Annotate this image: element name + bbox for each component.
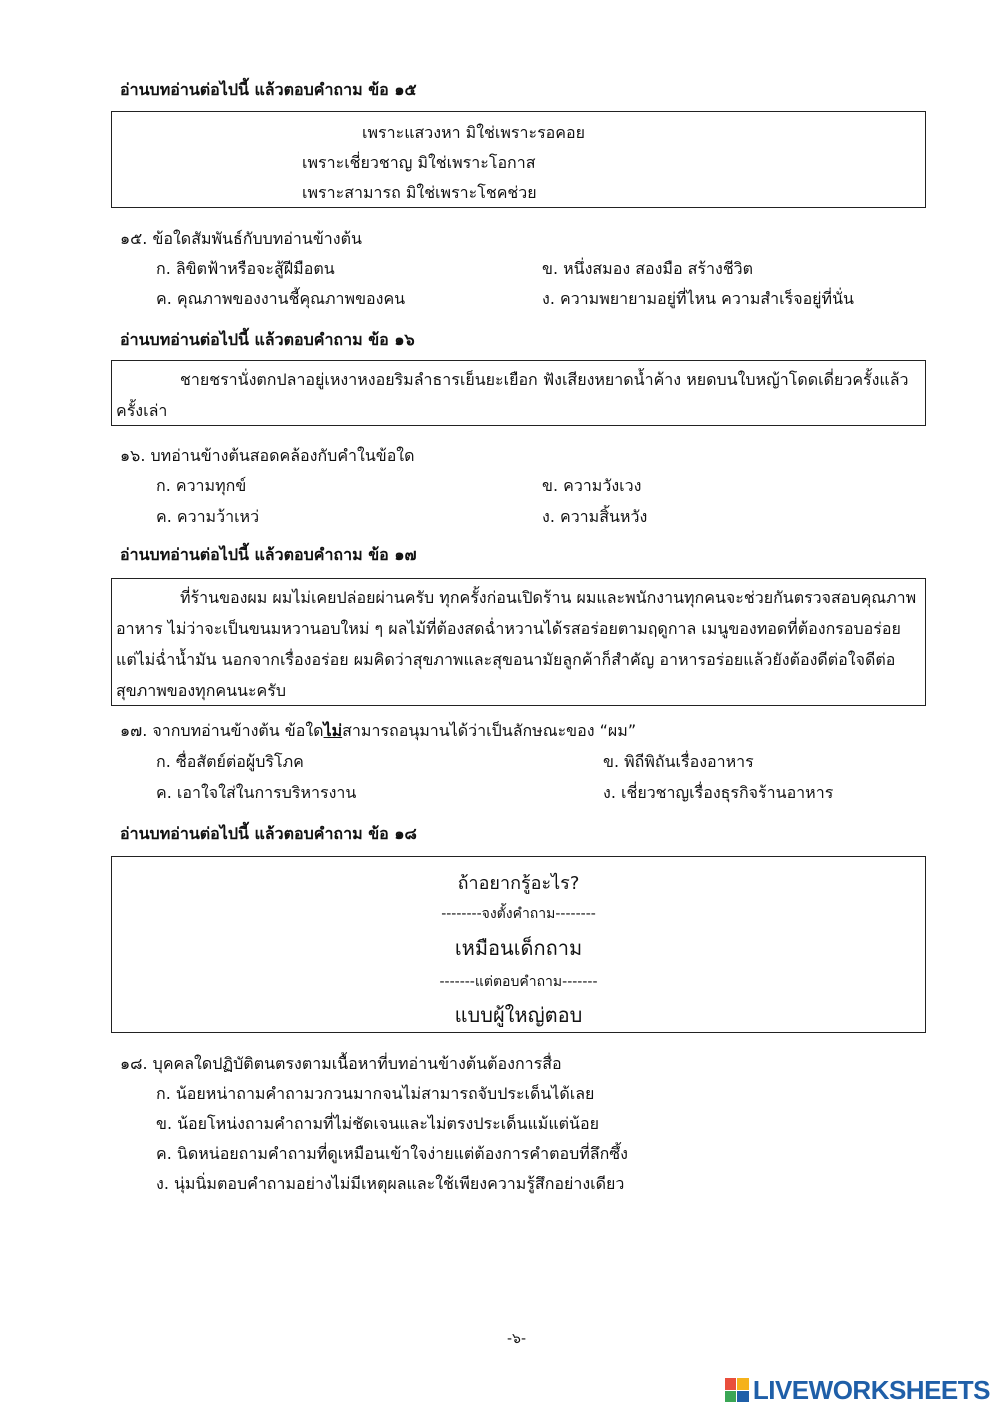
page-number: -๖- [507,1331,526,1347]
q18-passage-line-4: -------แต่ตอบคำถาม------- [439,974,598,990]
q15-heading: อ่านบทอ่านต่อไปนี้ แล้วตอบคำถาม ข้อ ๑๕ [120,80,417,99]
q18-passage-line-3: เหมือนเด็กถาม [454,936,583,960]
liveworksheets-logo[interactable] [725,1374,990,1405]
q18-passage-line-5: แบบผู้ใหญ่ตอบ [454,1003,583,1027]
q17-question-prefix: ๑๗. จากบทอ่านข้างต้น ข้อใด [120,721,324,740]
q18-option-b[interactable]: ข. น้อยโหน่งถามคำถามที่ไม่ชัดเจนและไม่ตรงประเด็นแม้แต่น้อย [156,1114,599,1133]
liveworksheets-logo-icon [725,1378,749,1402]
q18-option-a[interactable]: ก. น้อยหน่าถามคำถามวกวนมากจนไม่สามารถจับประเด็นได้เลย [156,1084,595,1103]
q18-passage-box [111,856,926,1033]
q18-option-c[interactable]: ค. นิดหน่อยถามคำถามที่ดูเหมือนเข้าใจง่ายแต่ต้องการคำตอบที่ลึกซึ้ง [156,1144,628,1163]
q17-option-a[interactable]: ก. ซื่อสัตย์ต่อผู้บริโภค [156,752,304,771]
q17-option-c[interactable]: ค. เอาใจใส่ในการบริหารงาน [156,783,357,802]
q16-heading: อ่านบทอ่านต่อไปนี้ แล้วตอบคำถาม ข้อ ๑๖ [120,330,415,349]
q17-passage: ที่ร้านของผม ผมไม่เคยปล่อยผ่านครับ ทุกครั้งก่อนเปิดร้าน ผมและพนักงานทุกคนจะช่วยกันตรวจสอบคุณภาพอาหาร ไม่ว่าจะเป็นขนมหวานอบใหม่ ๆ ผลไม้ที่ต้องสดฉ่ำหวานได้รสอร่อยตามฤดูกาล เมนูของทอดที่ต้องกรอบอร่อยแต่ไม่ฉ่ำน้ำมัน นอกจากเรื่องอร่อย ผมคิดว่าสุขภาพและสุขอนามัยลูกค้าก็สำคัญ อาหารอร่อยแล้วยังต้องดีต่อใจดีต่อสุขภาพของทุกคนนะครับ [116,588,917,700]
q15-option-c[interactable]: ค. คุณภาพของงานชี้คุณภาพของคน [156,289,406,308]
q15-option-b[interactable]: ข. หนึ่งสมอง สองมือ สร้างชีวิต [542,259,754,278]
q16-option-b[interactable]: ข. ความวังเวง [542,476,642,495]
q18-question: ๑๘. บุคคลใดปฏิบัติตนตรงตามเนื้อหาที่บทอ่านข้างต้นต้องการสื่อ [120,1054,562,1073]
q18-passage-line-2: --------จงตั้งคำถาม-------- [441,906,596,922]
q18-option-d[interactable]: ง. นุ่มนิ่มตอบคำถามอย่างไม่มีเหตุผลและใช้เพียงความรู้สึกอย่างเดียว [156,1174,625,1193]
q17-question [120,719,636,744]
q15-option-a[interactable]: ก. ลิขิตฟ้าหรือจะสู้ฝีมือตน [156,259,335,278]
q17-passage-box [111,578,926,706]
q16-option-a[interactable]: ก. ความทุกข์ [156,476,247,495]
q15-question: ๑๕. ข้อใดสัมพันธ์กับบทอ่านข้างต้น [120,229,362,248]
q16-passage: ชายชรานั่งตกปลาอยู่เหงาหงอยริมลำธารเย็นยะเยือก ฟังเสียงหยาดน้ำค้าง หยดบนใบหญ้าโดดเดี่ยวครั้งแล้วครั้งเล่า [116,370,909,420]
q18-passage-line-1: ถ้าอยากรู้อะไร? [457,873,580,894]
q18-heading: อ่านบทอ่านต่อไปนี้ แล้วตอบคำถาม ข้อ ๑๘ [120,824,417,843]
liveworksheets-logo-text: LIVEWORKSHEETS [752,1374,990,1405]
q15-passage-box [111,111,926,208]
q16-passage-box [111,360,926,426]
q16-option-c[interactable]: ค. ความว้าเหว่ [156,507,260,526]
q17-heading: อ่านบทอ่านต่อไปนี้ แล้วตอบคำถาม ข้อ ๑๗ [120,545,417,564]
q17-option-d[interactable]: ง. เชี่ยวชาญเรื่องธุรกิจร้านอาหาร [603,783,834,802]
q15-passage-line-3: เพราะสามารถ มิใช่เพราะโชคช่วย [302,183,537,202]
q17-question-suffix: สามารถอนุมานได้ว่าเป็นลักษณะของ “ผม” [342,721,637,740]
q17-question-negation: ไม่ [323,721,343,740]
q15-option-d[interactable]: ง. ความพยายามอยู่ที่ไหน ความสำเร็จอยู่ที่นั่น [542,289,854,308]
q15-passage-line-2: เพราะเชี่ยวชาญ มิใช่เพราะโอกาส [302,153,536,172]
q15-passage-line-1: เพราะแสวงหา มิใช่เพราะรอคอย [362,123,585,142]
q17-option-b[interactable]: ข. พิถีพิถันเรื่องอาหาร [603,752,754,771]
q16-option-d[interactable]: ง. ความสิ้นหวัง [542,507,648,526]
q16-question: ๑๖. บทอ่านข้างต้นสอดคล้องกับคำในข้อใด [120,446,415,465]
